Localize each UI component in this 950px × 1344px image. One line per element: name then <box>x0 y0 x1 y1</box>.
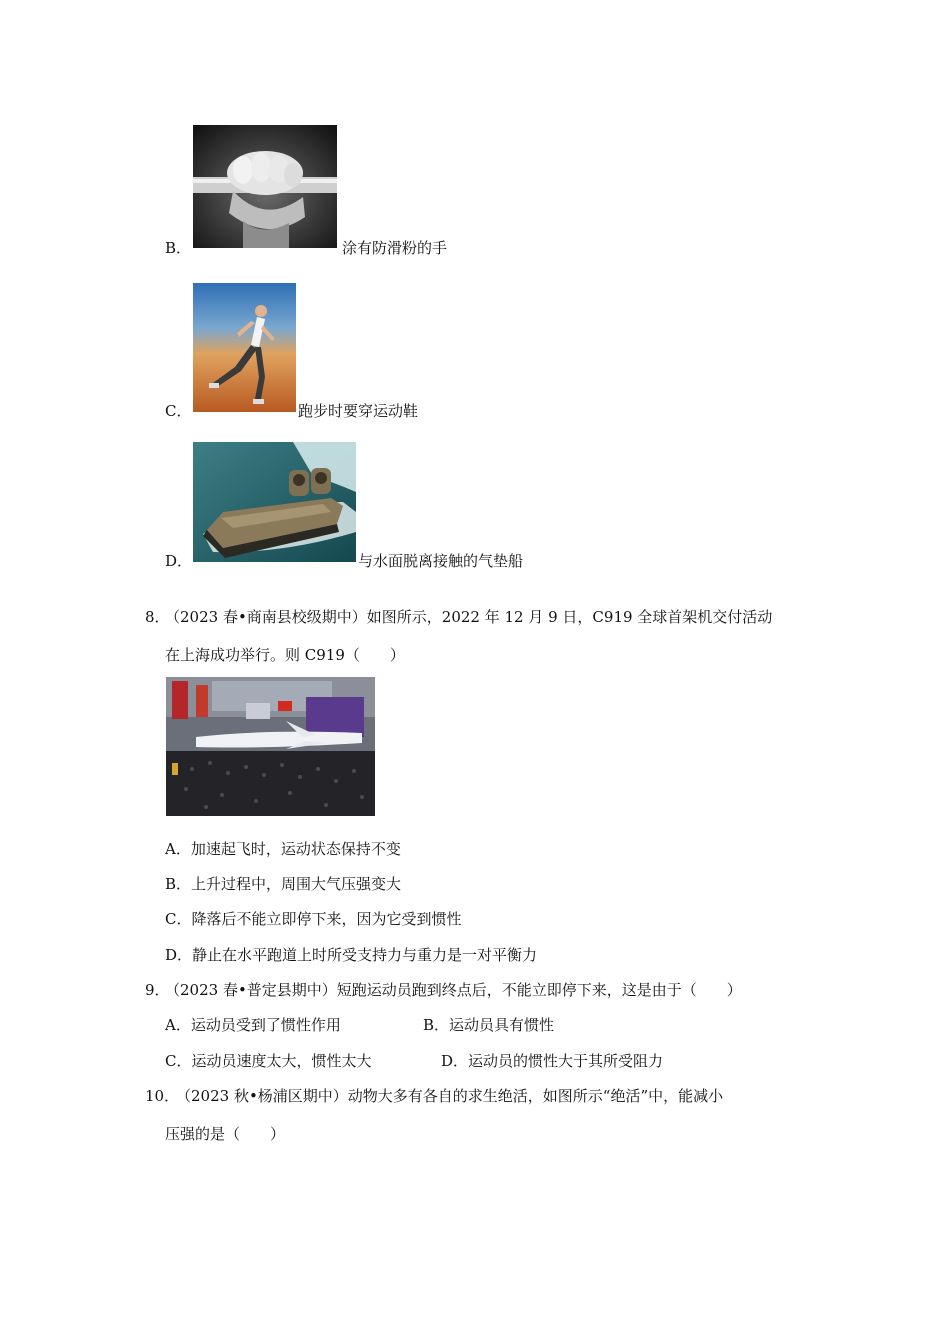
chalked-hands-image <box>193 125 337 248</box>
q8-option-a: A．加速起飞时，运动状态保持不变 <box>165 840 401 858</box>
runner-image <box>193 283 296 412</box>
q9-number: 9． <box>145 981 170 999</box>
option-c-text: 跑步时要穿运动鞋 <box>298 402 419 420</box>
q10-stem-line1: （2023 秋•杨浦区期中）动物大多有各自的求生绝活，如图所示“绝活”中，能减小 <box>176 1087 724 1105</box>
q8-number: 8． <box>145 608 170 626</box>
q8-option-d: D．静止在水平跑道上时所受支持力与重力是一对平衡力 <box>165 946 538 964</box>
q8-option-b: B．上升过程中，周围大气压强变大 <box>165 875 402 893</box>
q9-stem: （2023 春•普定县期中）短跑运动员跑到终点后，不能立即停下来，这是由于（ ） <box>165 981 742 999</box>
q8-stem-line1: （2023 春•商南县校级期中）如图所示，2022 年 12 月 9 日，C919 全球首架机交付活动 <box>165 608 773 626</box>
option-d-letter: D． <box>165 552 193 570</box>
q9-option-c: C．运动员速度太大，惯性太大 <box>165 1052 372 1070</box>
option-b-letter: B． <box>165 239 192 257</box>
q9-option-b: B．运动员具有惯性 <box>423 1016 555 1034</box>
option-d-text: 与水面脱离接触的气垫船 <box>358 552 524 570</box>
q9-option-a: A．运动员受到了惯性作用 <box>165 1016 341 1034</box>
hovercraft-image <box>193 442 356 562</box>
q10-stem-line2: 压强的是（ ） <box>165 1125 286 1143</box>
q8-stem-line2: 在上海成功举行。则 C919（ ） <box>165 646 405 664</box>
option-b-text: 涂有防滑粉的手 <box>342 239 448 257</box>
option-c-letter: C． <box>165 402 192 420</box>
q8-option-c: C．降落后不能立即停下来，因为它受到惯性 <box>165 910 462 928</box>
q9-option-d: D．运动员的惯性大于其所受阻力 <box>441 1052 664 1070</box>
q10-number: 10． <box>145 1087 180 1105</box>
c919-ceremony-image <box>166 677 375 816</box>
